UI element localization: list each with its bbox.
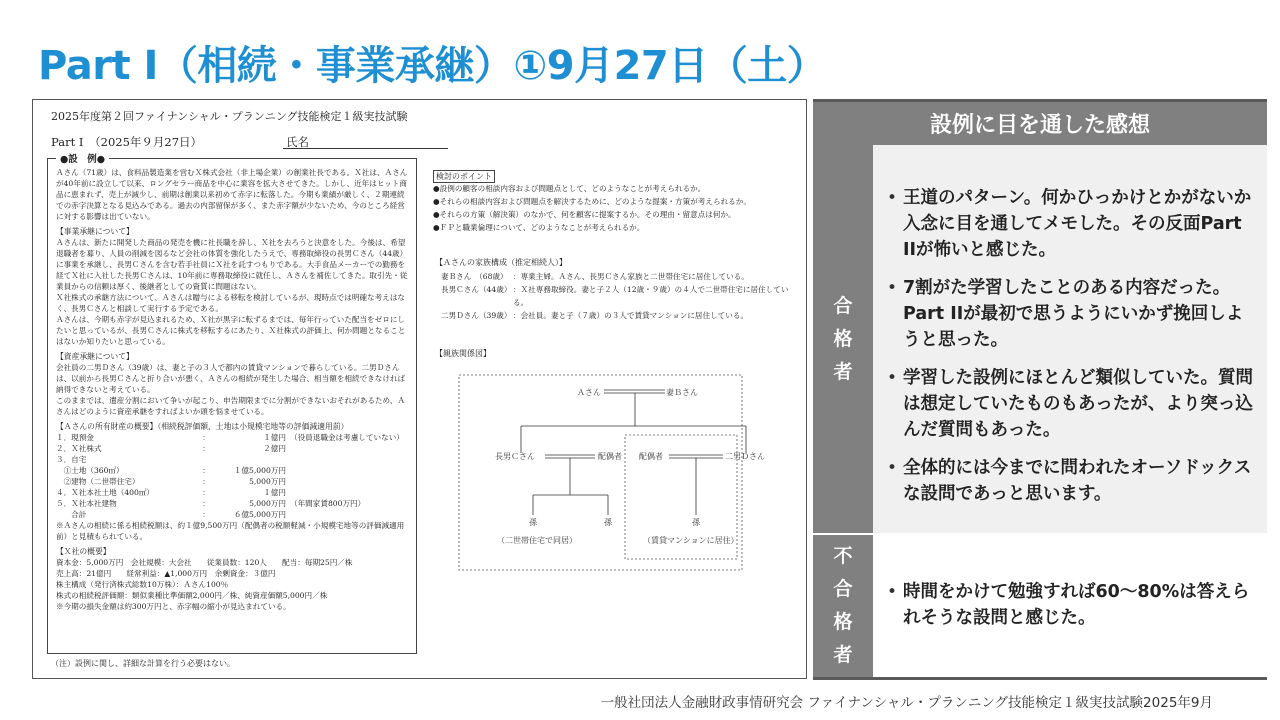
comment-item <box>881 365 1255 443</box>
tree-a-label: Ａさん <box>577 388 601 397</box>
family-title: 【Ａさんの家族構成（推定相続人）】 <box>435 258 567 267</box>
property-note <box>286 465 290 476</box>
property-row <box>56 476 408 487</box>
property-value: １億円 <box>263 433 286 442</box>
property-name: ①土地（360㎡） <box>56 466 124 475</box>
property-value <box>216 454 286 465</box>
succession-para-1: Ａさんは、新たに開発した商品の発売を機に社長職を辞し、Ｘ社を去ろうと決意をした。今後は、希望退職者を募り、人員の削減を図るなど会社の体質を強化したうえで、専務取締役の長男Ｃさん（44歳）に事業を承継し、長男Ｃさんを含む若手社員にＸ社を託すつもりである。大手食品メーカーでの勤務を経てＸ社に入社した長男Ｃさんは、10年前に専務取締役に就任し、Ａさんを補佐してきた。取引先・従業員からの信頼は厚く、後継者としての資質に問題はない。 <box>56 238 408 291</box>
property-name: ３．自宅 <box>56 455 87 464</box>
doc-note: （注）設例に関し、詳細な計算を行う必要はない。 <box>51 659 235 668</box>
succession-heading: 【事業承継について】 <box>56 227 134 236</box>
source-citation: 一般社団法人金融財政事情研究会 ファイナンシャル・プランニング技能検定１級実技試験2025年9月 <box>600 695 1213 711</box>
company-heading: 【Ｘ社の概要】 <box>56 547 111 556</box>
family-description: ：専業主婦。Ａさん、長男Ｃさん家族と二世帯住宅に居住している。 <box>513 272 749 281</box>
case-label: ●設 例● <box>56 151 109 165</box>
company-line: 株主構成（発行済株式総数10万株）：Ａさん100％ <box>56 580 229 589</box>
family-list <box>441 270 801 322</box>
point-item: ●設例の顧客の相談内容および問題点として、どのようなことが考えられるか。 <box>433 184 706 193</box>
points-title: 検討のポイント <box>433 170 495 183</box>
family-member: 長男Ｃさん（44歳） <box>441 285 512 294</box>
comment-text: 7割がた学習したことのある内容だった。Part IIが最初で思うようにいかず挽回しようと思った。 <box>903 278 1244 350</box>
family-member: 二男Ｄさん（39歳） <box>441 311 512 320</box>
property-separator: ： <box>202 444 210 453</box>
tree-title: 【親族関係図】 <box>435 349 491 358</box>
asset-para-1: 会社員の二男Ｄさん（39歳）は、妻と子の３人で都内の賃貸マンションで暮らしている。二男Ｄさんは、以前から長男Ｃさんと折り合いが悪く、Ａさんの相続が発生した場合、相当額を相続できなければ納得できないと考えている。 <box>56 363 406 394</box>
company-line: 資本金：5,000万円 会社規模：大会社 従業員数：120人 配当：毎期25円／株 <box>56 558 353 567</box>
fail-label-char: 者 <box>833 644 853 666</box>
property-row <box>56 509 408 520</box>
family-row <box>441 270 801 283</box>
company-line: 株式の相続税評価額：類似業種比準価額2,000円／株、純資産価額5,000円／株 <box>56 591 328 600</box>
comment-item <box>881 455 1255 507</box>
pass-label-char: 格 <box>833 327 853 350</box>
company-line: 売上高：21億円 経常利益：▲1,000万円 余剰資金：３億円 <box>56 569 276 578</box>
property-row <box>56 443 408 454</box>
property-row <box>56 487 408 498</box>
property-value: ６億5,000万円 <box>233 510 286 519</box>
property-name: 合計 <box>56 510 87 519</box>
property-value: 5,000万円 <box>249 477 286 486</box>
case-intro: Ａさん（71歳）は、食料品製造業を営むＸ株式会社（非上場企業）の創業社長である。Ｘ社は、Ａさんが40年前に設立して以来、ロングセラー商品を中心に業容を拡大させてきた。しかし、近年はヒット商品に恵まれず、売上が減少し、前期は創業以来初めて赤字に転落した。今期も業績が厳しく、２期連続での赤字決算となる見込みである。過去の内部留保が多く、また赤字額が少ないため、今のところ経営に対する影響は出ていない。 <box>56 168 408 221</box>
asset-heading: 【資産承継について】 <box>56 352 134 361</box>
property-name: ②建物（二世帯住宅） <box>56 477 140 486</box>
fail-label <box>813 535 873 677</box>
doc-header: 2025年度第２回ファイナンシャル・プランニング技能検定１級実技試験 <box>51 110 408 123</box>
tree-c-home-label: （二世帯住宅で同居） <box>497 536 577 545</box>
family-member: 妻Ｂさん （68歳） <box>441 272 508 281</box>
bullet-icon: • <box>886 368 898 388</box>
property-value: ２億円 <box>263 444 286 453</box>
bullet-icon: • <box>886 582 898 602</box>
panel-bottom-rule <box>813 677 1267 680</box>
property-note: ※Ａさんの相続に係る相続税額は、約１億9,500万円（配偶者の税額軽減・小規模宅地等の評価減適用前）と見積もられている。 <box>56 521 405 541</box>
pass-label-char: 者 <box>833 360 853 383</box>
family-row <box>441 283 801 309</box>
comment-text: 時間をかけて勉強すれば60～80%は答えられそうな設問と感じた。 <box>903 582 1250 628</box>
comment-item <box>881 275 1255 353</box>
points-list <box>433 182 803 234</box>
property-name: ２．Ｘ社株式 <box>56 444 102 453</box>
pass-label-char: 合 <box>833 294 853 317</box>
property-separator: ： <box>202 433 210 442</box>
succession-para-2: Ｘ社株式の承継方法について、Ａさんは贈与による移転を検討しているが、現時点では明確な考えはなく、長男Ｃさんと相談して実行する予定である。 <box>56 293 406 313</box>
bullet-icon: • <box>886 188 898 208</box>
point-item: ●それらの方策（解決策）のなかで、何を顧客に提案するか。その理由・留意点は何か。 <box>433 210 736 219</box>
tree-d-label: 二男Ｄさん <box>725 452 765 461</box>
property-heading: 【Ａさんの所有財産の概要】（相続税評価額、土地は小規模宅地等の評価減適用前） <box>56 422 349 431</box>
property-separator: ： <box>202 466 210 475</box>
property-value: 5,000万円 <box>249 499 286 508</box>
exam-document <box>32 99 807 679</box>
point-item: ●それらの相談内容および問題点を解決するために、どのような提案・方策が考えられるか。 <box>433 197 751 206</box>
tree-b-label: 妻Ｂさん <box>666 388 698 397</box>
comment-text: 王道のパターン。何かひっかけとかがないか入念に目を通してメモした。その反面Part IIが怖いと感じた。 <box>903 188 1252 260</box>
tree-c-spouse-label: 配偶者 <box>598 452 622 461</box>
property-separator: ： <box>202 477 210 486</box>
case-box <box>47 154 417 654</box>
pass-label <box>813 145 873 533</box>
property-name: ４．Ｘ社本社土地（400㎡） <box>56 488 155 497</box>
tree-grandchild-2-label: 孫 <box>604 518 612 527</box>
name-underline <box>283 148 448 149</box>
family-row <box>441 309 801 322</box>
panel-header: 設例に目を通した感想 <box>813 99 1267 145</box>
property-name: ５．Ｘ社本社建物 <box>56 499 117 508</box>
property-note <box>286 509 290 520</box>
tree-grandchild-3-label: 孫 <box>692 518 700 527</box>
comment-item <box>881 579 1255 631</box>
slide-title: Part Ⅰ（相続・事業承継）①9月27日（土） <box>38 43 827 89</box>
property-note <box>286 476 290 487</box>
doc-part: Part Ⅰ （2025年９月27日） <box>51 135 203 149</box>
tree-d-spouse-label: 配偶者 <box>639 452 663 461</box>
property-value: １億5,000万円 <box>233 466 286 475</box>
impressions-panel <box>813 99 1267 679</box>
company-overview <box>56 557 408 612</box>
bullet-icon: • <box>886 458 898 478</box>
property-note: （年間家賃800万円） <box>290 499 366 508</box>
case-body <box>56 167 408 612</box>
property-row <box>56 465 408 476</box>
property-row <box>56 432 408 443</box>
property-note <box>286 443 290 454</box>
fail-label-char: 格 <box>833 611 853 633</box>
family-tree-diagram <box>459 375 765 580</box>
fail-label-char: 合 <box>833 578 853 600</box>
succession-para-3: Ａさんは、今期も赤字が見込まれるため、Ｘ社が黒字に転ずるまでは、毎年行っていた配当をゼロにしたいと思っているが、長男Ｃさんに株式を移転するにあたり、Ｘ社株式の評価上、何か問題となることはないか知りたいと思っている。 <box>56 315 406 346</box>
property-note <box>286 454 290 465</box>
company-line: ※今期の損失金額は約300万円と、赤字幅の縮小が見込まれている。 <box>56 602 291 611</box>
bullet-icon: • <box>886 278 898 298</box>
property-row <box>56 454 408 465</box>
point-item: ●ＦＰと職業倫理について、どのようなことが考えられるか。 <box>433 223 645 232</box>
asset-para-2: このままでは、遺産分割において争いが起こり、申告期限までに分割ができないおそれがあるため、Ａさんはどのように資産承継をすればよいか頭を悩ませている。 <box>56 396 406 416</box>
comment-text: 全体的には今までに問われたオーソドックスな設問であっと思います。 <box>903 458 1252 504</box>
comment-item <box>881 185 1255 263</box>
doc-name-label: 氏名 <box>286 135 309 149</box>
tree-d-home-label: （賃貸マンションに居住） <box>643 536 739 545</box>
property-table <box>56 432 408 520</box>
fail-comments <box>873 535 1267 677</box>
property-separator <box>196 454 216 465</box>
pass-comments <box>873 145 1267 533</box>
comment-text: 学習した設例にほとんど類似していた。質問は想定していたものもあったが、より突っ込んだ質問もあった。 <box>903 368 1253 440</box>
property-value: １億円 <box>263 488 286 497</box>
property-separator: ： <box>202 499 210 508</box>
property-name: １．現預金 <box>56 433 94 442</box>
property-note <box>286 487 290 498</box>
property-separator: ： <box>202 510 210 519</box>
family-description: ：Ｘ社専務取締役。妻と子２人（12歳・９歳）の４人で二世帯住宅に居住している。 <box>513 285 789 307</box>
property-note: （役員退職金は考慮していない） <box>290 433 404 442</box>
property-separator: ： <box>202 488 210 497</box>
fail-label-char: 不 <box>833 545 853 567</box>
family-description: ：会社員。妻と子（７歳）の３人で賃貸マンションに居住している。 <box>513 311 749 320</box>
tree-grandchild-1-label: 孫 <box>529 518 537 527</box>
tree-c-label: 長男Ｃさん <box>495 452 535 461</box>
property-row <box>56 498 408 509</box>
